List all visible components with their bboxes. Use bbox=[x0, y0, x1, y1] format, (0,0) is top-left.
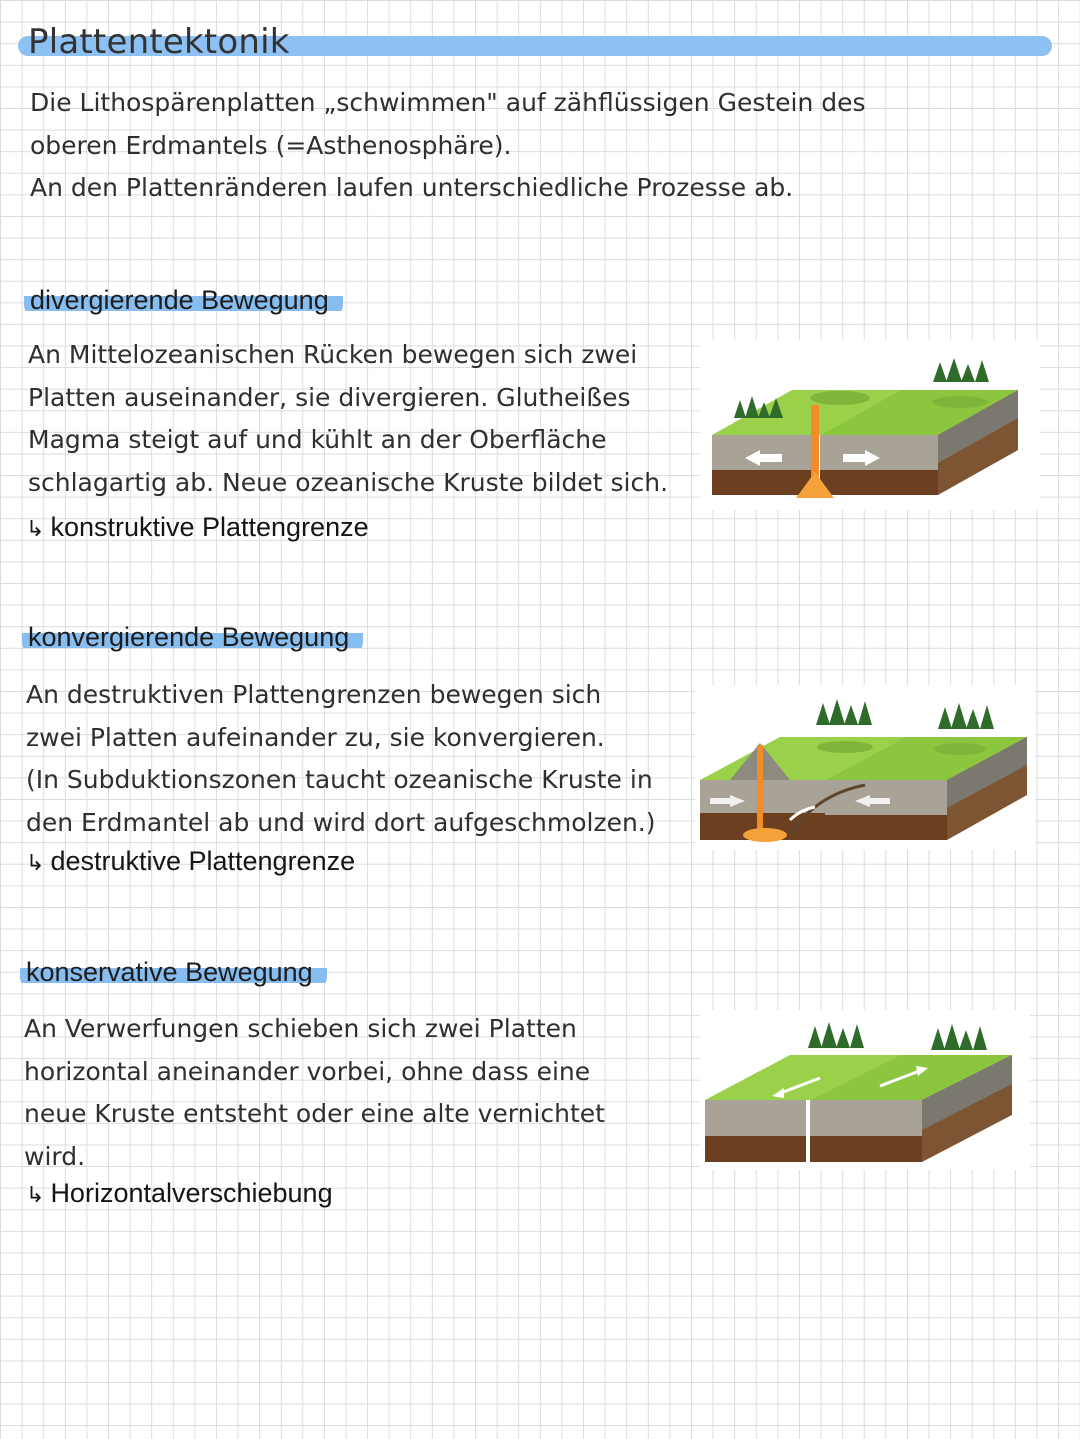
return-arrow-icon: ↳ bbox=[26, 850, 45, 875]
intro-paragraph bbox=[30, 82, 910, 210]
text-divergent bbox=[28, 334, 678, 504]
conclusion-convergent bbox=[26, 846, 355, 877]
conclusion-divergent bbox=[26, 512, 369, 543]
conclusion-conservative bbox=[26, 1178, 333, 1209]
text-line: An destruktiven Plattengrenzen bewegen sich bbox=[26, 680, 602, 709]
text-line: wird. bbox=[24, 1141, 86, 1171]
text-line: horizontal aneinander vorbei, ohne dass eine bbox=[24, 1056, 591, 1086]
page-title: Plattentektonik bbox=[28, 22, 290, 62]
convergent-boundary-illustration bbox=[695, 685, 1035, 850]
text-line: Magma steigt auf und kühlt an der Oberfläche bbox=[28, 425, 607, 454]
return-arrow-icon: ↳ bbox=[26, 1182, 45, 1207]
conclusion-label: konstruktive Plattengrenze bbox=[50, 512, 369, 542]
heading-convergent: konvergierende Bewegung bbox=[22, 620, 363, 654]
divergent-boundary-illustration bbox=[700, 340, 1040, 510]
intro-line: An den Plattenränderen laufen unterschiedliche Prozesse ab. bbox=[30, 173, 794, 202]
heading-conservative: konservative Bewegung bbox=[20, 955, 327, 989]
return-arrow-icon: ↳ bbox=[26, 516, 45, 541]
heading-divergent: divergierende Bewegung bbox=[24, 283, 343, 317]
conclusion-label: Horizontalverschiebung bbox=[50, 1178, 333, 1208]
text-line: Platten auseinander, sie divergieren. Glutheißes bbox=[28, 382, 631, 412]
text-convergent bbox=[26, 674, 676, 844]
text-line: An Mittelozeanischen Rücken bewegen sich zwei bbox=[28, 340, 638, 369]
text-line: den Erdmantel ab und wird dort aufgeschmolzen.) bbox=[26, 807, 656, 837]
transform-boundary-illustration bbox=[700, 1010, 1030, 1170]
text-line: An Verwerfungen schieben sich zwei Platten bbox=[24, 1014, 577, 1043]
text-line: neue Kruste entsteht oder eine alte vernichtet bbox=[24, 1099, 605, 1128]
text-line: (In Subduktionszonen taucht ozeanische Kruste in bbox=[26, 765, 653, 794]
intro-line: Die Lithospärenplatten „schwimmen" auf zähflüssigen Gestein des bbox=[30, 88, 866, 117]
text-line: schlagartig ab. Neue ozeanische Kruste bildet sich. bbox=[28, 467, 669, 497]
conclusion-label: destruktive Plattengrenze bbox=[50, 846, 356, 876]
text-conservative bbox=[24, 1008, 674, 1178]
text-line: zwei Platten aufeinander zu, sie konvergieren. bbox=[26, 722, 605, 752]
intro-line: oberen Erdmantels (=Asthenosphäre). bbox=[30, 130, 512, 160]
